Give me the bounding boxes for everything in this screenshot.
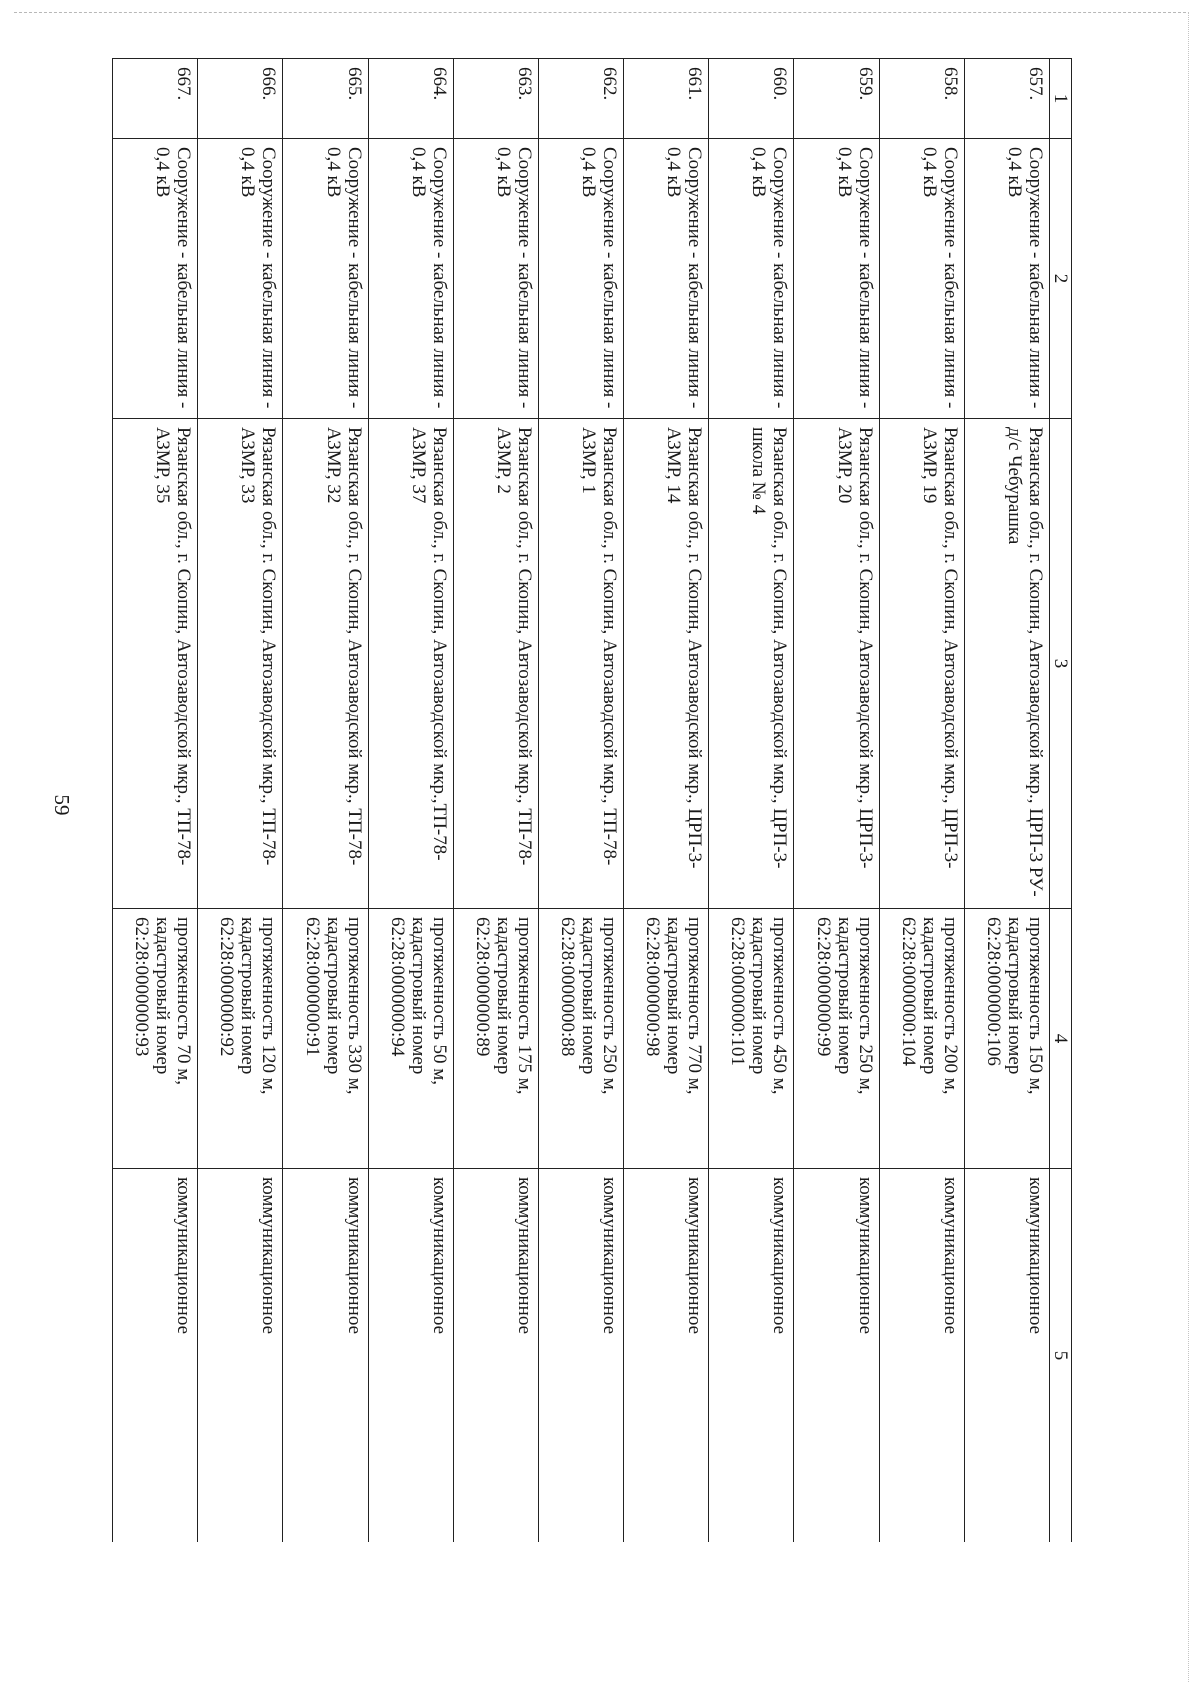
object-purpose: коммуникационное — [964, 1169, 1049, 1543]
row-number: 660. — [709, 59, 794, 139]
object-purpose: коммуникационное — [113, 1169, 198, 1543]
object-address: Рязанская обл., г. Скопин, Автозаводской мкр., ТП-78-АЗМР, 35 — [113, 419, 198, 909]
object-details: протяженность 150 м, кадастровый номер 62:28:0000000:106 — [964, 909, 1049, 1169]
scan-edge-top — [14, 12, 1186, 13]
property-register-table — [112, 58, 1072, 1542]
table-row — [198, 59, 283, 1543]
column-header: 4 — [1050, 909, 1072, 1169]
object-address: Рязанская обл., г. Скопин, Автозаводской мкр., ТП-78-АЗМР, 32 — [283, 419, 368, 909]
object-purpose: коммуникационное — [453, 1169, 538, 1543]
table-row — [879, 59, 964, 1543]
column-header: 2 — [1050, 139, 1072, 419]
page-number: 59 — [50, 794, 74, 816]
row-number: 664. — [368, 59, 453, 139]
object-details: протяженность 330 м, кадастровый номер 62:28:0000000:91 — [283, 909, 368, 1169]
row-number: 665. — [283, 59, 368, 139]
object-purpose: коммуникационное — [794, 1169, 879, 1543]
object-name: Сооружение - кабельная линия - 0,4 кВ — [709, 139, 794, 419]
object-address: Рязанская обл., г. Скопин, Автозаводской мкр., ЦРП-3-АЗМР, 14 — [624, 419, 709, 909]
object-name: Сооружение - кабельная линия - 0,4 кВ — [368, 139, 453, 419]
object-details: протяженность 50 м, кадастровый номер 62:28:0000000:94 — [368, 909, 453, 1169]
object-name: Сооружение - кабельная линия - 0,4 кВ — [794, 139, 879, 419]
object-name: Сооружение - кабельная линия - 0,4 кВ — [198, 139, 283, 419]
object-details: протяженность 175 м, кадастровый номер 62:28:0000000:89 — [453, 909, 538, 1169]
object-name: Сооружение - кабельная линия - 0,4 кВ — [453, 139, 538, 419]
object-purpose: коммуникационное — [198, 1169, 283, 1543]
table-row — [964, 59, 1049, 1543]
table-header-row — [1050, 59, 1072, 1543]
object-details: протяженность 70 м, кадастровый номер 62:28:0000000:93 — [113, 909, 198, 1169]
object-name: Сооружение - кабельная линия - 0,4 кВ — [283, 139, 368, 419]
object-name: Сооружение - кабельная линия - 0,4 кВ — [879, 139, 964, 419]
property-register-table-frame — [112, 58, 1072, 1542]
object-purpose: коммуникационное — [283, 1169, 368, 1543]
object-address: Рязанская обл., г. Скопин, Автозаводской мкр., ТП-78-АЗМР, 2 — [453, 419, 538, 909]
column-header: 1 — [1050, 59, 1072, 139]
object-details: протяженность 770 м, кадастровый номер 62:28:0000000:98 — [624, 909, 709, 1169]
row-number: 658. — [879, 59, 964, 139]
column-header: 3 — [1050, 419, 1072, 909]
object-address: Рязанская обл., г. Скопин, Автозаводской мкр., ЦРП-3-АЗМР, 20 — [794, 419, 879, 909]
row-number: 661. — [624, 59, 709, 139]
row-number: 667. — [113, 59, 198, 139]
object-details: протяженность 250 м, кадастровый номер 62:28:0000000:88 — [538, 909, 623, 1169]
object-address: Рязанская обл., г. Скопин, Автозаводской мкр., ЦРП-3- школа № 4 — [709, 419, 794, 909]
object-purpose: коммуникационное — [368, 1169, 453, 1543]
scan-edge-right — [1188, 12, 1189, 1682]
table-row — [624, 59, 709, 1543]
rotated-table-container — [112, 58, 1072, 1542]
row-number: 666. — [198, 59, 283, 139]
object-name: Сооружение - кабельная линия - 0,4 кВ — [538, 139, 623, 419]
object-details: протяженность 450 м, кадастровый номер 62:28:0000000:101 — [709, 909, 794, 1169]
object-name: Сооружение - кабельная линия - 0,4 кВ — [624, 139, 709, 419]
table-row — [794, 59, 879, 1543]
object-details: протяженность 120 м, кадастровый номер 62:28:0000000:92 — [198, 909, 283, 1169]
row-number: 659. — [794, 59, 879, 139]
object-address: Рязанская обл., г. Скопин, Автозаводской мкр.,ТП-78-АЗМР, 37 — [368, 419, 453, 909]
object-purpose: коммуникационное — [538, 1169, 623, 1543]
object-address: Рязанская обл., г. Скопин, Автозаводской мкр., ЦРП-3-АЗМР, 19 — [879, 419, 964, 909]
object-name: Сооружение - кабельная линия - 0,4 кВ — [964, 139, 1049, 419]
column-header: 5 — [1050, 1169, 1072, 1543]
table-row — [538, 59, 623, 1543]
table-row — [283, 59, 368, 1543]
table-row — [453, 59, 538, 1543]
row-number: 657. — [964, 59, 1049, 139]
object-details: протяженность 250 м, кадастровый номер 62:28:0000000:99 — [794, 909, 879, 1169]
object-address: Рязанская обл., г. Скопин, Автозаводской мкр., ТП-78- АЗМР, 33 — [198, 419, 283, 909]
row-number: 662. — [538, 59, 623, 139]
table-row — [709, 59, 794, 1543]
object-address: Рязанская обл., г. Скопин, Автозаводской мкр., ЦРП-3 РУ-д/с Чебурашка — [964, 419, 1049, 909]
table-row — [113, 59, 198, 1543]
object-purpose: коммуникационное — [879, 1169, 964, 1543]
object-address: Рязанская обл., г. Скопин, Автозаводской мкр., ТП-78-АЗМР, 1 — [538, 419, 623, 909]
object-purpose: коммуникационное — [624, 1169, 709, 1543]
table-row — [368, 59, 453, 1543]
row-number: 663. — [453, 59, 538, 139]
object-details: протяженность 200 м, кадастровый номер 62:28:0000000:104 — [879, 909, 964, 1169]
object-name: Сооружение - кабельная линия - 0,4 кВ — [113, 139, 198, 419]
object-purpose: коммуникационное — [709, 1169, 794, 1543]
